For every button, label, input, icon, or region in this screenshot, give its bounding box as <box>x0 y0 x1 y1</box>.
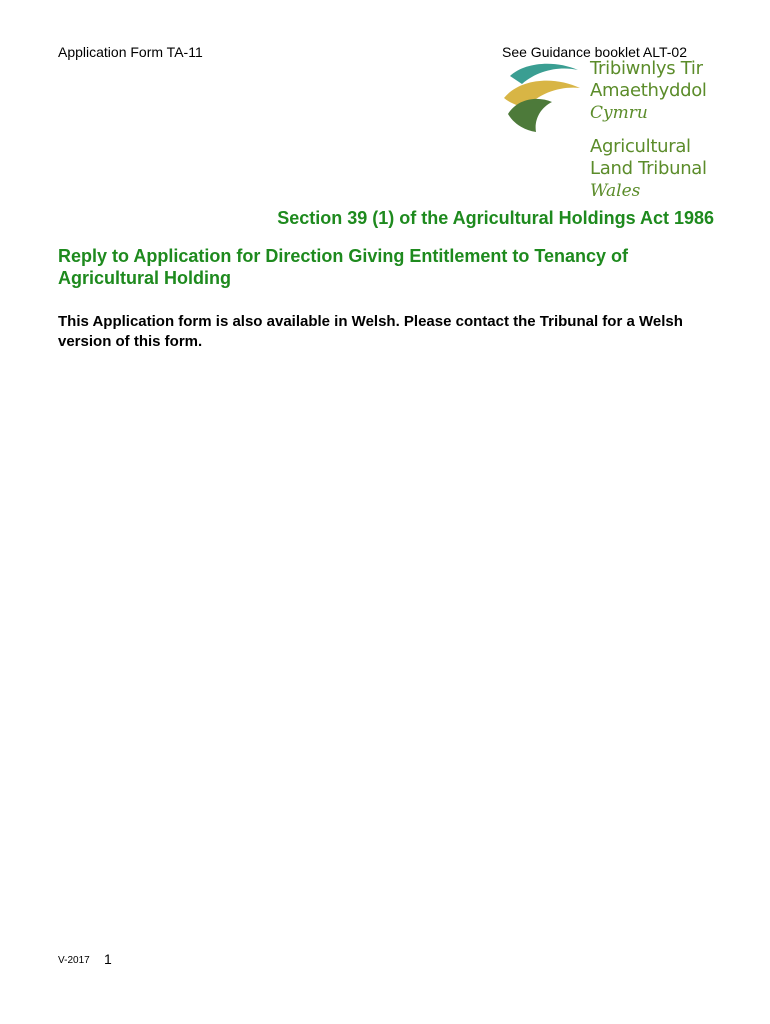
logo-welsh-line3: Cymru <box>590 103 648 123</box>
form-reference: Application Form TA-11 <box>58 44 203 60</box>
section-title: Section 39 (1) of the Agricultural Holdings Act 1986 <box>277 208 714 228</box>
page-number: 1 <box>104 951 112 967</box>
logo-welsh-line2: Amaethyddol <box>590 80 707 101</box>
tribunal-logo-icon <box>500 58 584 134</box>
logo-english-line2: Land Tribunal <box>590 158 707 179</box>
logo-english-line3: Wales <box>590 181 641 201</box>
page-title: Reply to Application for Direction Giving Entitlement to Tenancy of Agricultural Holding <box>58 246 629 288</box>
version-label: V-2017 <box>58 955 90 966</box>
tribunal-logo-text <box>590 58 707 202</box>
welsh-availability-notice: This Application form is also available in Welsh. Please contact the Tribunal for a Welsh version of this form. <box>58 313 683 350</box>
logo-english-line1: Agricultural <box>590 136 691 157</box>
tribunal-logo <box>500 58 730 208</box>
guidance-reference: See Guidance booklet ALT-02 <box>502 44 687 60</box>
logo-welsh-line1: Tribiwnlys Tir <box>590 58 703 79</box>
